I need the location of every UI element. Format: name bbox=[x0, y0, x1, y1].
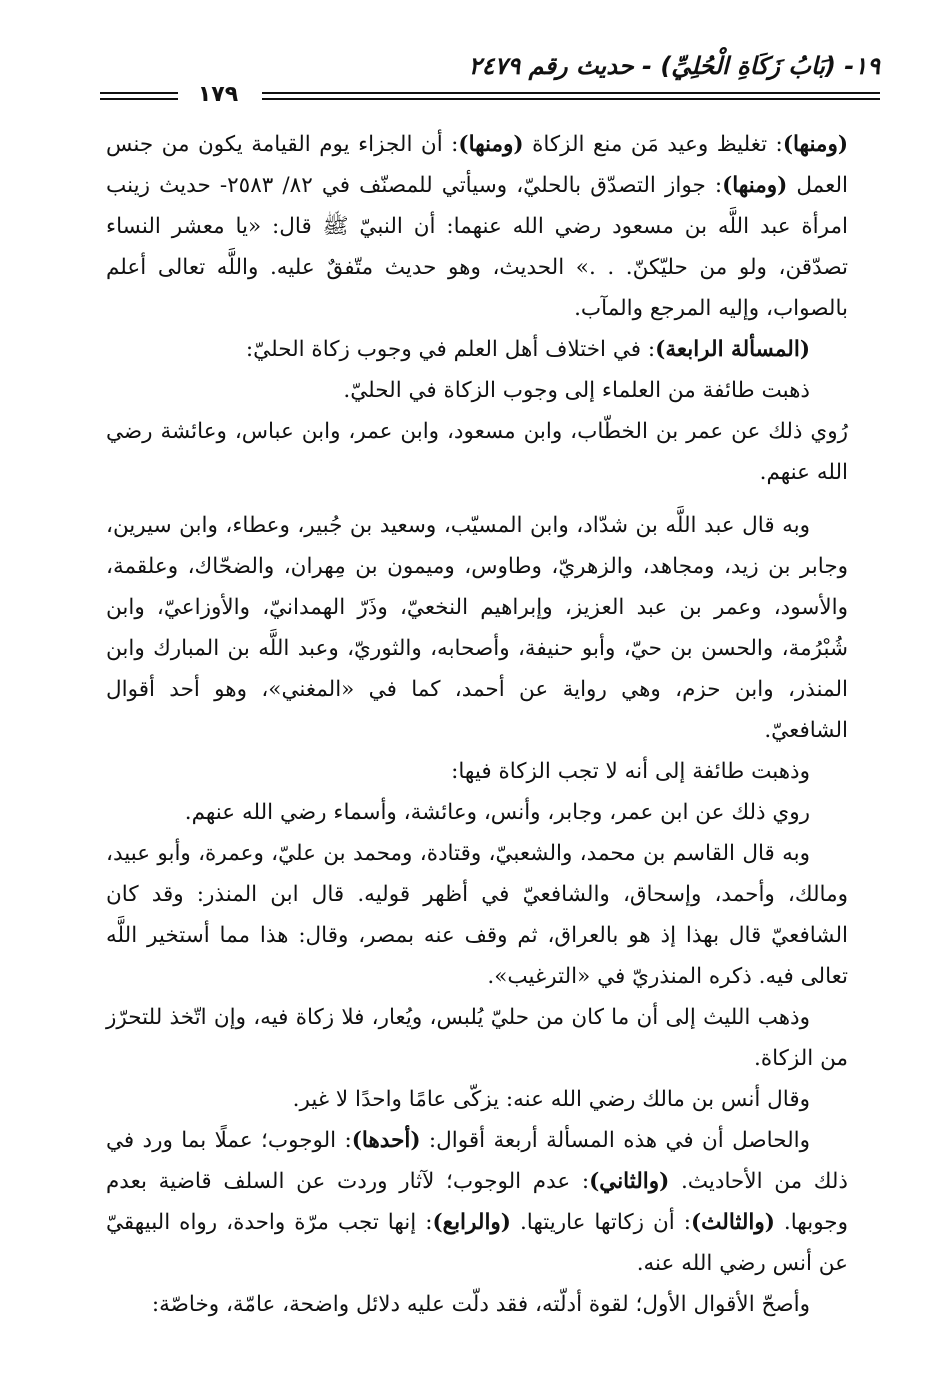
paragraph bbox=[106, 1284, 848, 1325]
text-run: : عدم الوجوب؛ لآثار وردت عن السلف قاضية بعدم وجوبها. bbox=[106, 1169, 848, 1235]
header-rule bbox=[262, 98, 880, 100]
header-rule bbox=[100, 98, 178, 100]
paragraph bbox=[106, 505, 848, 751]
bold-term: (أحدها) bbox=[351, 1128, 421, 1153]
body-text bbox=[106, 124, 848, 1325]
paragraph-minha bbox=[106, 124, 848, 329]
paragraph bbox=[106, 833, 848, 997]
bold-term: (والثاني) bbox=[589, 1169, 670, 1194]
paragraph bbox=[106, 997, 848, 1079]
paragraph-issue-four bbox=[106, 329, 848, 370]
bold-term: (والثالث) bbox=[691, 1210, 775, 1235]
bold-term: (والرابع) bbox=[432, 1210, 511, 1235]
header-rule bbox=[100, 92, 178, 94]
bold-term: (ومنها) bbox=[722, 173, 788, 198]
paragraph bbox=[106, 751, 848, 792]
paragraph bbox=[106, 792, 848, 833]
text-run: رُوي ذلك عن عمر بن الخطّاب، وابن مسعود، وابن عمر، وابن عباس، وعائشة رضي الله عنهم. bbox=[106, 419, 848, 485]
text-run: ذهبت طائفة من العلماء إلى وجوب الزكاة في الحليّ. bbox=[343, 378, 810, 403]
text-run: وبه قال عبد اللَّه بن شدّاد، وابن المسيّب، وسعيد بن جُبير، وعطاء، وابن سيرين، وجابر بن زيد، ومجاهد، والزهريّ، وطاوس، وميمون بن مِهران، والضحّاك، وعلقمة، والأسود، وعمر بن عبد العزيز، وإبراهيم النخعيّ، وذَرّ الهمدانيّ، والأوزاعيّ، وابن شُبْرُمة، والحسن بن حيّ، وأبو حنيفة، وأصحابه، والثوريّ، وعبد اللَّه بن المبارك وابن المنذر، وابن حزم، وهي رواية عن أحمد، كما في «المغني»، وهو أحد أقوال الشافعيّ. bbox=[106, 513, 848, 743]
paragraph-four-opinions bbox=[106, 1120, 848, 1284]
text-run: وبه قال القاسم بن محمد، والشعبيّ، وقتادة، ومحمد بن عليّ، وعمرة، وأبو عبيد، ومالك، وأحمد، وإسحاق، والشافعيّ في أظهر قوليه. قال ابن المنذر: وقد كان الشافعيّ قال بهذا إذ هو بالعراق، ثم وقف عنه بمصر، وقال: هذا مما أستخير اللَّه تعالى فيه. ذكره المنذريّ في «الترغيب». bbox=[106, 841, 848, 989]
text-run: : في اختلاف أهل العلم في وجوب زكاة الحليّ: bbox=[245, 337, 656, 362]
bold-term: (ومنها) bbox=[458, 132, 524, 157]
text-run: : إنها تجب مرّة واحدة، رواه البيهقيّ عن أنس رضي الله عنه. bbox=[106, 1210, 848, 1276]
text-run: : تغليظ وعيد مَن منع الزكاة bbox=[523, 132, 783, 157]
paragraph bbox=[106, 411, 848, 493]
text-run: : جواز التصدّق بالحليّ، وسيأتي للمصنّف في ٨٢/ ٢٥٨٣- حديث زينب امرأة عبد اللَّه بن مسعود رضي الله عنهما: أن النبيّ ﷺ قال: «يا معشر النساء تصدّقن، ولو من حليّكنّ. . .» الحديث، وهو حديث متّفقٌ عليه. واللَّه تعالى أعلم بالصواب، وإليه المرجع والمآب. bbox=[106, 173, 848, 321]
text-run: : أن زكاتها عاريتها. bbox=[510, 1210, 691, 1235]
section-heading: (المسألة الرابعة) bbox=[655, 337, 810, 362]
text-run: : الوجوب؛ عملًا بما ورد في ذلك من الأحاديث. bbox=[106, 1128, 848, 1194]
bold-term: (ومنها) bbox=[782, 132, 849, 157]
paragraph bbox=[106, 1079, 848, 1120]
text-run: روي ذلك عن ابن عمر، وجابر، وأنس، وعائشة، وأسماء رضي الله عنهم. bbox=[184, 800, 810, 825]
page-header bbox=[100, 52, 880, 108]
text-run: وذهبت طائفة إلى أنه لا تجب الزكاة فيها: bbox=[451, 759, 810, 784]
paragraph bbox=[106, 370, 848, 411]
header-rule bbox=[262, 92, 880, 94]
text-run: وذهب الليث إلى أن ما كان من حليّ يُلبس، ويُعار، فلا زكاة فيه، وإن اتّخذ للتحرّز من الزكاة. bbox=[106, 1005, 848, 1071]
text-run: والحاصل أن في هذه المسألة أربعة أقوال: bbox=[420, 1128, 810, 1153]
text-run: : أن الجزاء يوم القيامة يكون من جنس العمل bbox=[106, 132, 848, 198]
text-run: وقال أنس بن مالك رضي الله عنه: يزكّى عامًا واحدًا لا غير. bbox=[292, 1087, 810, 1112]
running-title: ١٩- (بَابُ زَكَاةِ الْحُلِيِّ) - حديث رقم ٢٤٧٩ bbox=[468, 52, 880, 80]
text-run: وأصحّ الأقوال الأول؛ لقوة أدلّته، فقد دلّت عليه دلائل واضحة، عامّة، وخاصّة: bbox=[151, 1292, 810, 1317]
page-number: ١٧٩ bbox=[197, 82, 239, 107]
